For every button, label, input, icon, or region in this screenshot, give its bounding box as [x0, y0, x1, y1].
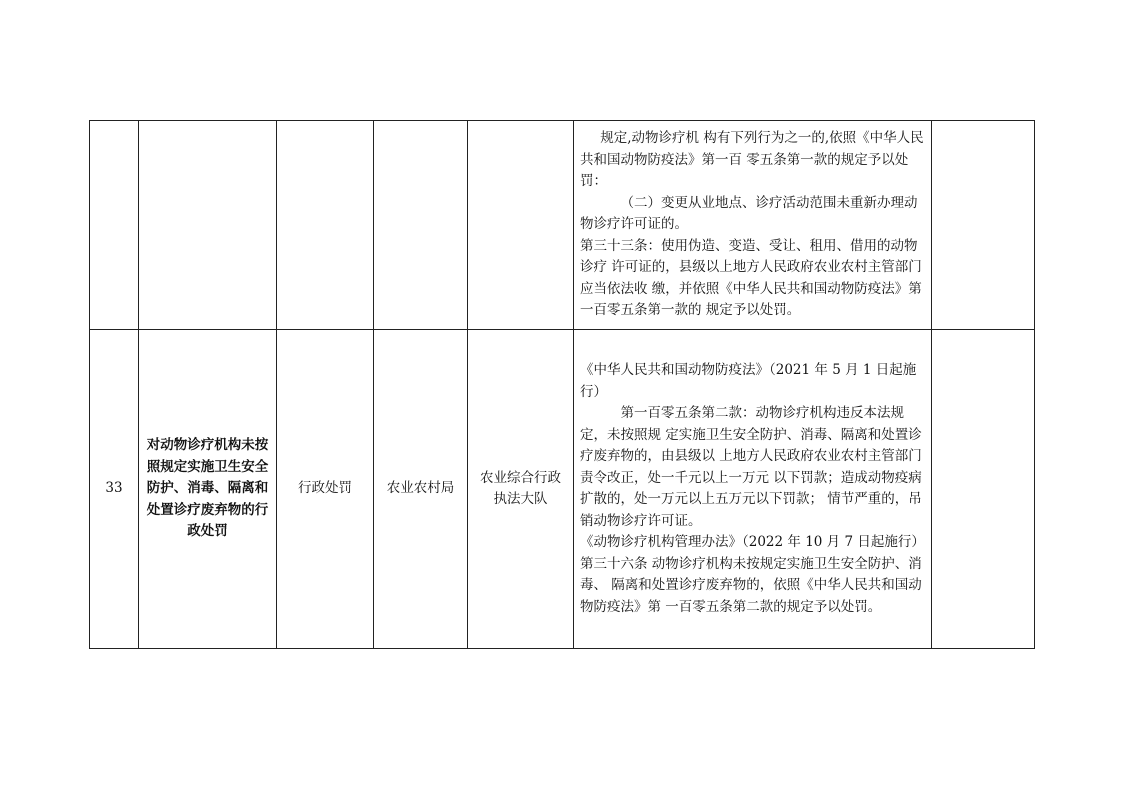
responsible-department: 农业农村局	[374, 330, 468, 649]
enforcement-table	[89, 120, 1035, 649]
basis-paragraph: 第一百零五条第二款：动物诊疗机构违反本法规定，未按照规 定实施卫生安全防护、消毒、隔离和处置诊疗废弃物的，由县级以 上地方人民政府农业农村主管部门责令改正，处一千元以上一万元 以下罚款；造成动物疫病扩散的，处一万元以上五万元以下罚款； 情节严重的，吊销动物诊疗许可证。	[580, 405, 922, 529]
table-row	[90, 121, 1035, 330]
item-category	[277, 121, 374, 330]
legal-basis	[574, 330, 932, 649]
basis-paragraph: 第三十三条：使用伪造、变造、受让、租用、借用的动物诊疗 许可证的，县级以上地方人民政府农业农村主管部门应当依法收 缴，并依照《中华人民共和国动物防疫法》第一百零五条第一款的 规定予以处罚。	[580, 237, 922, 319]
basis-paragraph: （二）变更从业地点、诊疗活动范围未重新办理动物诊疗许可证的。	[580, 194, 918, 233]
basis-paragraph: 《动物诊疗机构管理办法》（2022 年 10 月 7 日起施行）	[580, 534, 925, 550]
basis-paragraph: 规定,动物诊疗机 构有下列行为之一的,依照《中华人民共和国动物防疫法》第一百 零五条第一款的规定予以处罚：	[580, 130, 924, 190]
item-name	[139, 121, 277, 330]
basis-paragraph: 《中华人民共和国动物防疫法》（2021 年 5 月 1 日起施行）	[580, 362, 917, 400]
responsible-department	[374, 121, 468, 330]
executing-unit	[468, 121, 574, 330]
table-row	[90, 330, 1035, 649]
item-name: 对动物诊疗机构未按照规定实施卫生安全防护、消毒、隔离和处置诊疗废弃物的行政处罚	[139, 330, 277, 649]
row-number: 33	[90, 330, 139, 649]
legal-basis	[574, 121, 932, 330]
remark-cell	[932, 121, 1035, 330]
executing-unit: 农业综合行政执法大队	[468, 330, 574, 649]
remark-cell	[932, 330, 1035, 649]
basis-paragraph: 第三十六条 动物诊疗机构未按规定实施卫生安全防护、消毒、 隔离和处置诊疗废弃物的，依照《中华人民共和国动物防疫法》第 一百零五条第二款的规定予以处罚。	[580, 555, 922, 615]
item-category: 行政处罚	[277, 330, 374, 649]
row-number	[90, 121, 139, 330]
